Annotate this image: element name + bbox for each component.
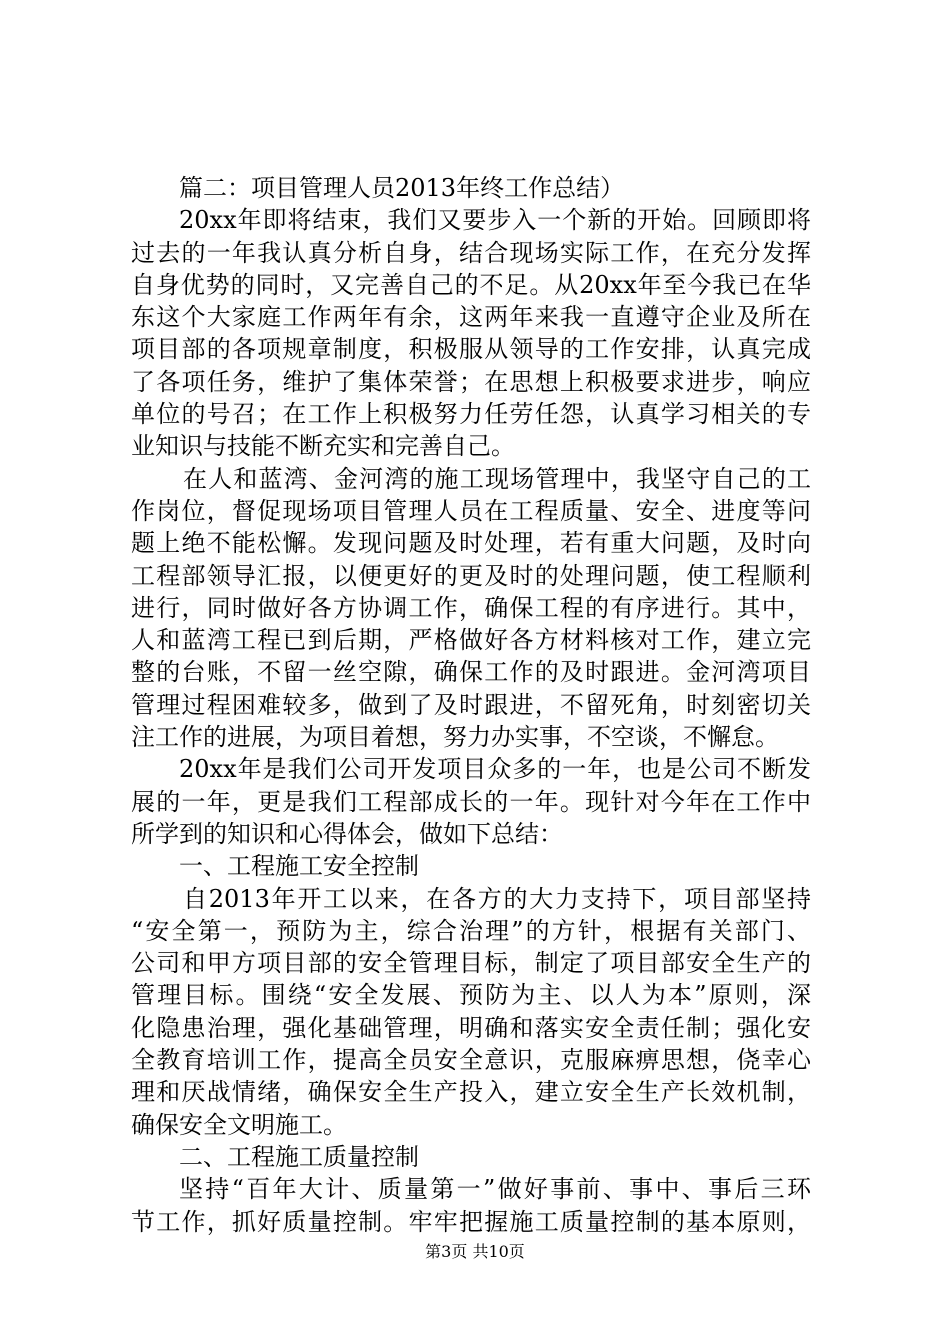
text-line: 节工作，抓好质量控制。牢牢把握施工质量控制的基本原则，	[131, 1207, 811, 1236]
text-line: 20xx年即将结束，我们又要步入一个新的开始。回顾即将	[179, 206, 811, 235]
text-line: 自身优势的同时，又完善自己的不足。从20xx年至今我已在华	[131, 270, 811, 299]
text-line: 工程部领导汇报，以便更好的更及时的处理问题，使工程顺利	[131, 561, 811, 590]
text-line: 题上绝不能松懈。发现问题及时处理，若有重大问题，及时向	[131, 529, 811, 558]
text-line: 管理过程困难较多，做到了及时跟进，不留死角，时刻密切关	[131, 690, 811, 719]
section-heading: 篇二：项目管理人员2013年终工作总结）	[179, 174, 625, 202]
text-line: 作岗位，督促现场项目管理人员在工程质量、安全、进度等问	[131, 496, 811, 525]
text-line: 20xx年是我们公司开发项目众多的一年，也是公司不断发	[179, 755, 811, 784]
text-line: 全教育培训工作，提高全员安全意识，克服麻痹思想，侥幸心	[131, 1046, 811, 1075]
text-line: 公司和甲方项目部的安全管理目标，制定了项目部安全生产的	[131, 949, 811, 978]
subsection-heading: 二、工程施工质量控制	[179, 1142, 419, 1171]
text-line: 项目部的各项规章制度，积极服从领导的工作安排，认真完成	[131, 335, 811, 364]
page-number-footer: 第3页 共10页	[425, 1242, 525, 1261]
text-line: 单位的号召；在工作上积极努力任劳任怨，认真学习相关的专	[131, 400, 811, 429]
text-line: 所学到的知识和心得体会，做如下总结：	[131, 819, 563, 848]
text-line: 自2013年开工以来，在各方的大力支持下，项目部坚持	[183, 884, 811, 913]
text-line: 东这个大家庭工作两年有余，这两年来我一直遵守企业及所在	[131, 303, 811, 332]
text-line: 化隐患治理，强化基础管理，明确和落实安全责任制；强化安	[131, 1013, 811, 1042]
text-line: 坚持“百年大计、质量第一”做好事前、事中、事后三环	[179, 1175, 811, 1204]
text-line: 管理目标。围绕“安全发展、预防为主、以人为本”原则，深	[131, 981, 811, 1010]
text-line: 理和厌战情绪，确保安全生产投入，建立安全生产长效机制，	[131, 1078, 811, 1107]
text-line: 在人和蓝湾、金河湾的施工现场管理中，我坚守自己的工	[183, 464, 811, 493]
text-line: 进行，同时做好各方协调工作，确保工程的有序进行。其中，	[131, 593, 811, 622]
text-line: “安全第一，预防为主，综合治理”的方针，根据有关部门、	[131, 916, 811, 945]
text-line: 业知识与技能不断充实和完善自己。	[131, 432, 515, 461]
text-line: 了各项任务，维护了集体荣誉；在思想上积极要求进步，响应	[131, 367, 811, 396]
text-line: 人和蓝湾工程已到后期，严格做好各方材料核对工作，建立完	[131, 626, 811, 655]
text-line: 展的一年，更是我们工程部成长的一年。现针对今年在工作中	[131, 787, 811, 816]
document-body	[131, 172, 811, 1238]
text-line: 确保安全文明施工。	[131, 1110, 347, 1139]
subsection-heading: 一、工程施工安全控制	[179, 852, 419, 881]
text-line: 整的台账，不留一丝空隙，确保工作的及时跟进。金河湾项目	[131, 658, 811, 687]
text-line: 过去的一年我认真分析自身，结合现场实际工作，在充分发挥	[131, 238, 811, 267]
text-line: 注工作的进展，为项目着想，努力办实事，不空谈，不懈怠。	[131, 723, 779, 752]
